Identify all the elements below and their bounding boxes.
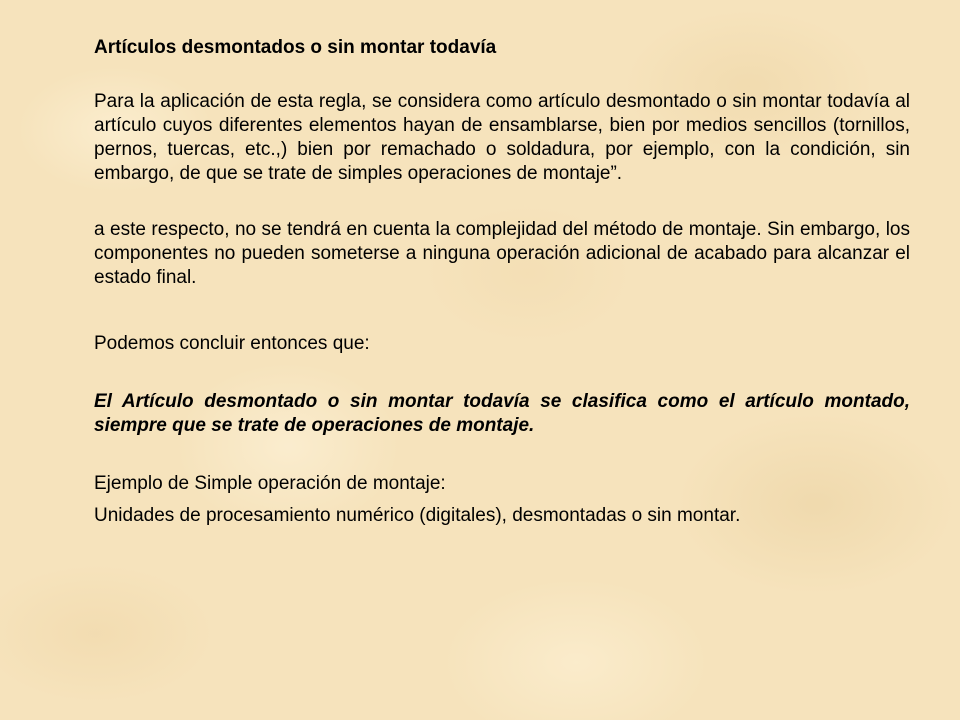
example-heading: Ejemplo de Simple operación de montaje: xyxy=(94,473,446,494)
paragraph-complexity: a este respecto, no se tendrá en cuenta la complejidad del método de montaje. Sin embargo, los componentes no pueden someterse a ninguna operación adicional de acabado para alcanzar el estado final. xyxy=(94,219,910,288)
example-item: Unidades de procesamiento numérico (digitales), desmontadas o sin montar. xyxy=(94,505,741,526)
slide-content xyxy=(94,30,910,528)
paragraph-conclusion: El Artículo desmontado o sin montar todavía se clasifica como el artículo montado, siempre que se trate de operaciones de montaje. xyxy=(94,391,910,436)
paragraph-definition: Para la aplicación de esta regla, se considera como artículo desmontado o sin montar todavía al artículo cuyos diferentes elementos hayan de ensamblarse, bien por medios sencillos (tornillos, pernos, tuercas, etc.,) bien por remachado o soldadura, por ejemplo, con la condición, sin embargo, de que se trate de simples operaciones de montaje”. xyxy=(94,91,910,184)
paragraph-conclusion-intro: Podemos concluir entonces que: xyxy=(94,333,370,354)
slide-heading: Artículos desmontados o sin montar todavía xyxy=(94,37,497,58)
